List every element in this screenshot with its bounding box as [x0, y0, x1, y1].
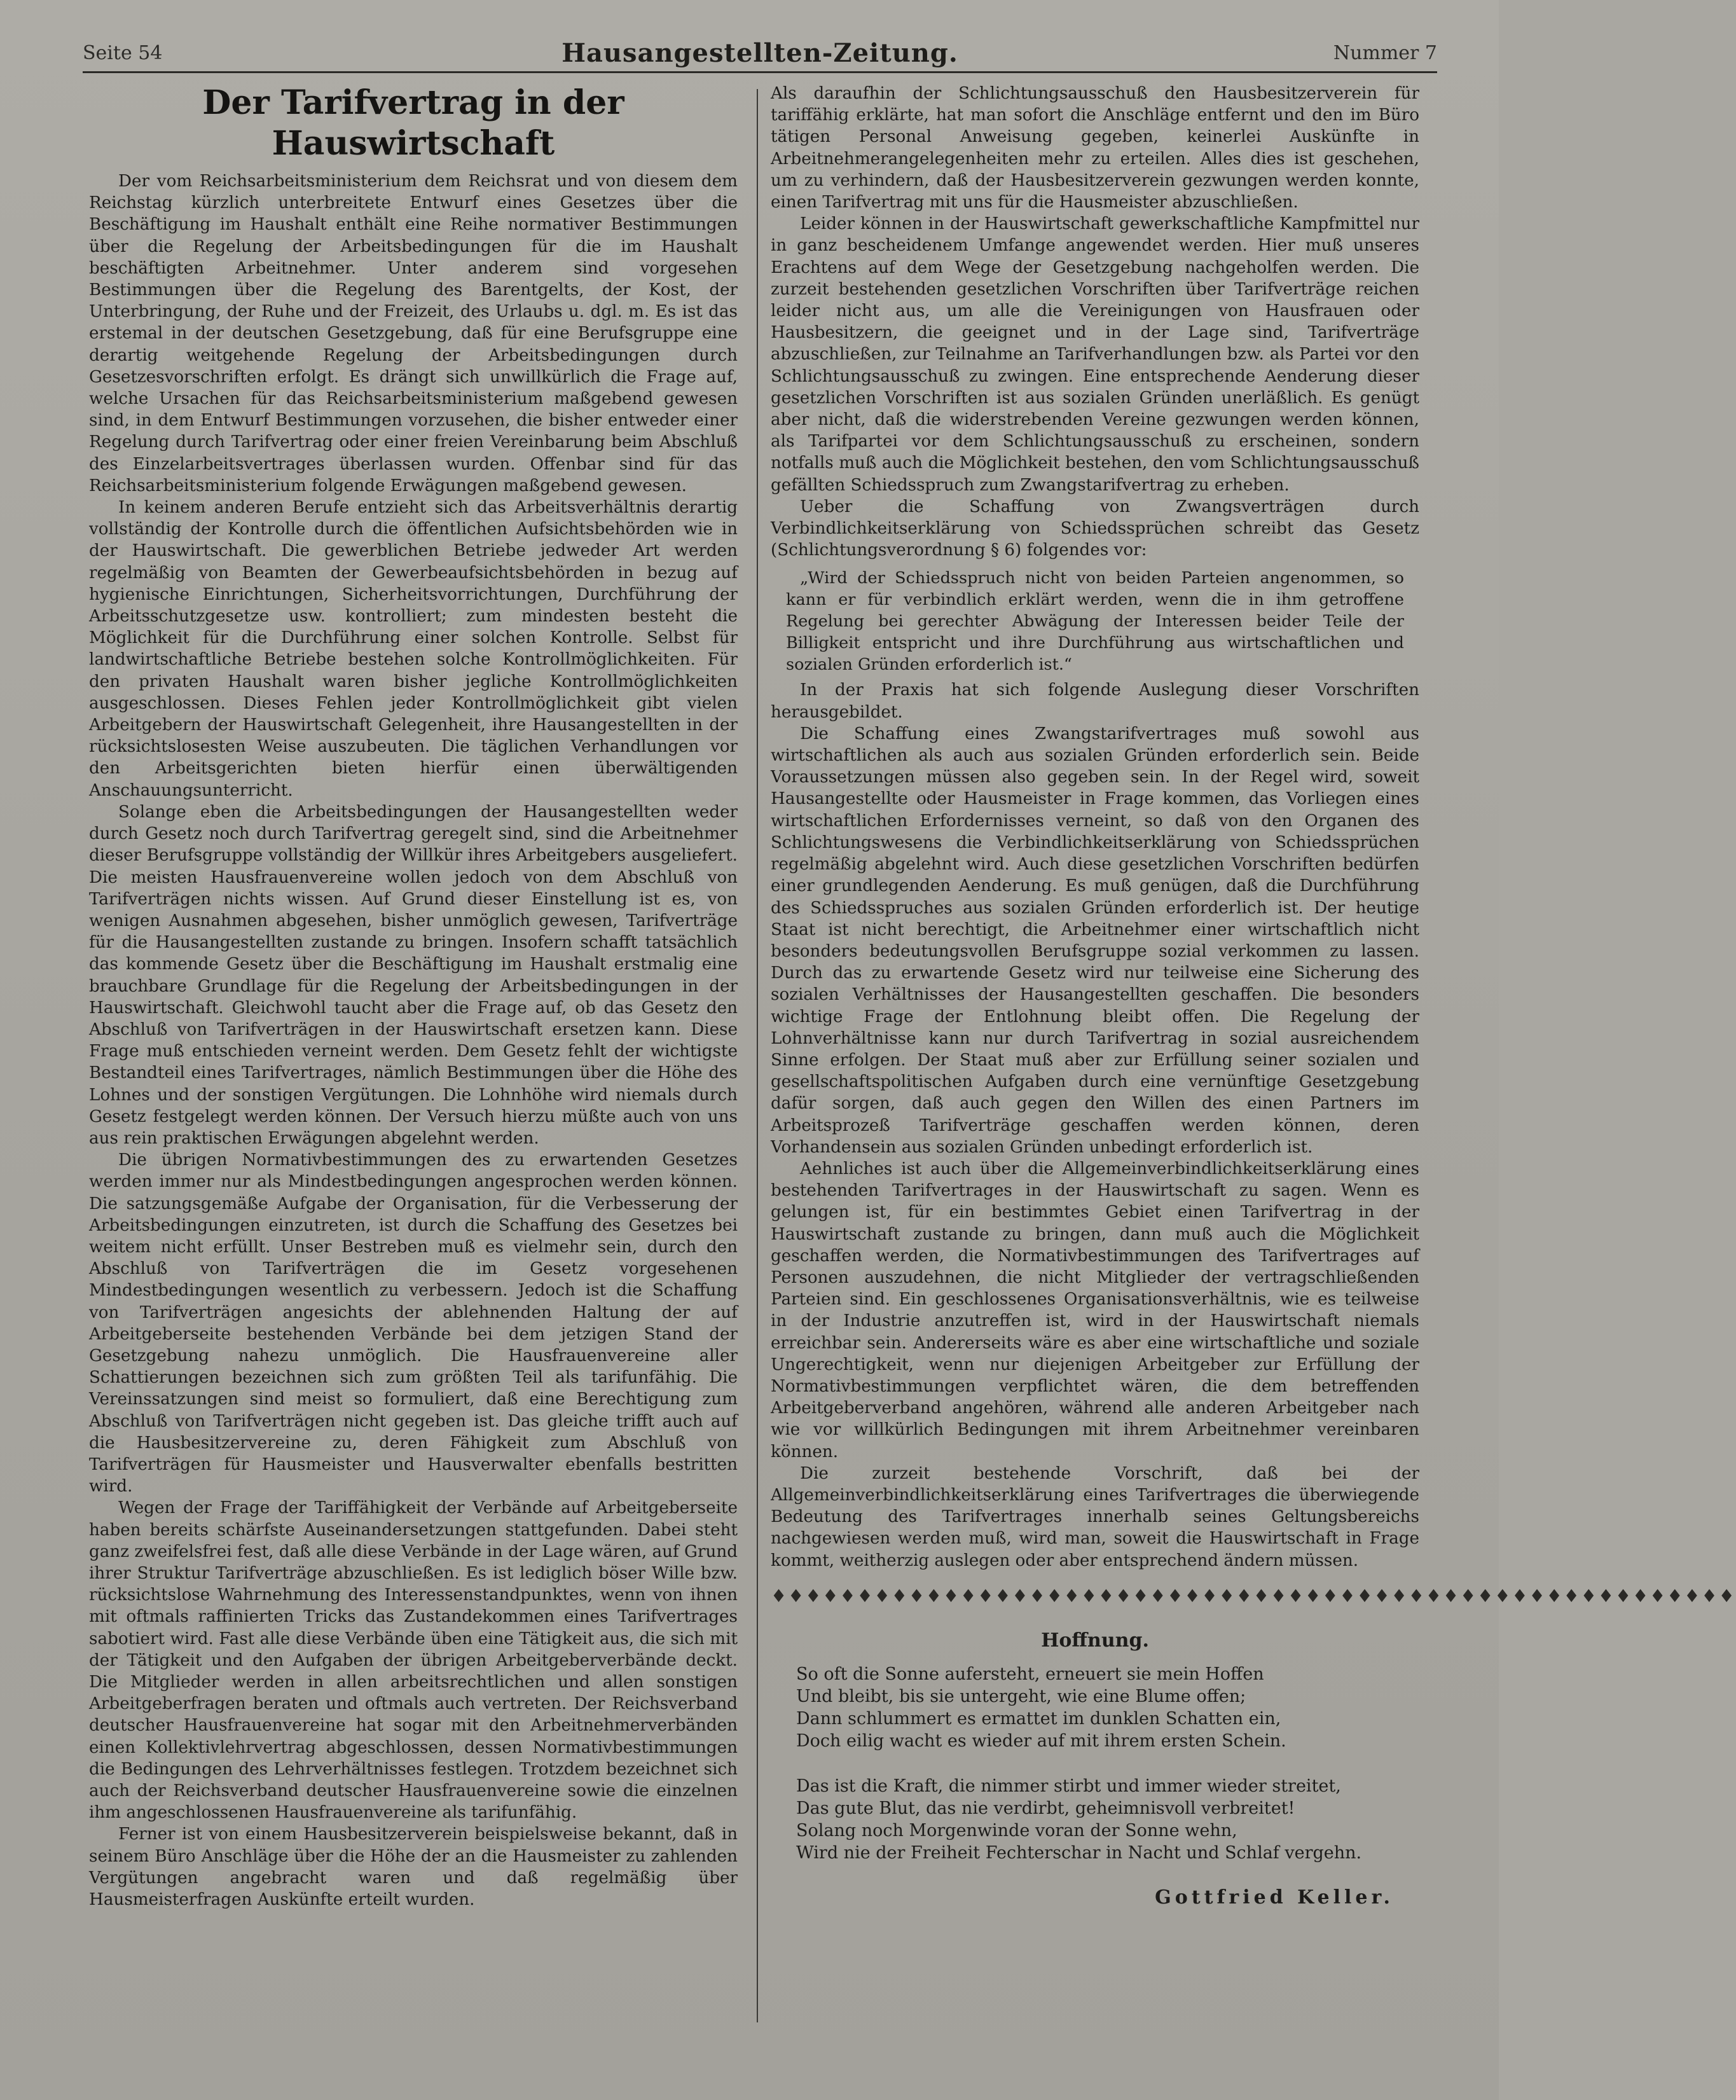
page-number: Seite 54 — [83, 42, 163, 64]
poem-line: Solang noch Morgenwinde voran der Sonne wehn, — [796, 1821, 1237, 1841]
poem — [771, 1630, 1419, 1909]
article-paragraph: In keinem anderen Berufe entzieht sich das Arbeitsverhältnis derartig vollständig der Kontrolle durch die öffentlichen Aufsichtsbehörden wie in der Hauswirtschaft. Die gewerblichen Betriebe jedweder Art werden regelmäßig von Beamten der Gewerbeaufsichtsbehörden in bezug auf hygienische Einrichtungen, Sicherheitsvorrichtungen, Durchführung der Arbeitsschutzgesetze usw. kontrolliert; zum mindesten besteht die Möglichkeit für die Durchführung einer solchen Kontrolle. Selbst für landwirtschaftliche Betriebe bestehen solche Kontrollmöglichkeiten. Für den privaten Haushalt waren bisher jegliche Kontrollmöglichkeiten ausgeschlossen. Dieses Fehlen jeder Kontrollmöglichkeit gibt vielen Arbeitgebern der Hauswirtschaft Gelegenheit, ihre Hausangestellten in der rücksichtslosesten Weise auszubeuten. Die täglichen Verhandlungen vor den Arbeitsgerichten bieten hierfür einen überwältigenden Anschauungsunterricht. — [89, 498, 738, 800]
article-paragraph: Die übrigen Normativbestimmungen des zu erwartenden Gesetzes werden immer nur als Mindestbedingungen angesprochen werden können. Die satzungsgemäße Aufgabe der Organisation, für die Verbesserung der Arbeitsbedingungen einzutreten, ist durch die Schaffung des Gesetzes bei weitem nicht erfüllt. Unser Bestreben muß es vielmehr sein, durch den Abschluß von Tarifverträgen die im Gesetz vorgesehenen Mindestbedingungen wesentlich zu verbessern. Jedoch ist die Schaffung von Tarifverträgen angesichts der ablehnenden Haltung der auf Arbeitgeberseite bestehenden Verbände bei dem jetzigen Stand der Gesetzgebung nahezu unmöglich. Die Hausfrauenvereine aller Schattierungen bezeichnen sich zum größten Teil als tarifunfähig. Die Vereinssatzungen sind meist so formuliert, daß eine Berechtigung zum Abschluß von Tarifverträgen nicht gegeben ist. Das gleiche trifft auch auf die Hausbesitzervereine zu, deren Fähigkeit zum Abschluß von Tarifverträgen für Hausmeister und Hausverwalter ebenfalls bestritten wird. — [89, 1150, 738, 1496]
article-paragraph: Ferner ist von einem Hausbesitzerverein beispielsweise bekannt, daß in seinem Büro Anschläge über die Höhe der an die Hausmeister zu zahlenden Vergütungen angebracht waren und daß regelmäßig über Hausmeisterfragen Auskünfte erteilt wurden. — [89, 1825, 738, 1910]
article-title: Der Tarifvertrag in der Hauswirtschaft — [202, 83, 624, 163]
poem-line: So oft die Sonne aufersteht, erneuert sie mein Hoffen — [796, 1664, 1264, 1685]
poem-line: Dann schlummert es ermattet im dunklen Schatten ein, — [796, 1709, 1281, 1729]
poem-line: Das gute Blut, das nie verdirbt, geheimnisvoll verbreitet! — [796, 1799, 1295, 1819]
poem-author: Gottfried Keller. — [1155, 1886, 1394, 1909]
ornament-rule: ♦♦♦♦♦♦♦♦♦♦♦♦♦♦♦♦♦♦♦♦♦♦♦♦♦♦♦♦♦♦♦♦♦♦♦♦♦♦♦♦♦♦♦♦♦♦♦♦♦♦♦♦♦♦♦♦ — [771, 1585, 1736, 1606]
poem-title: Hoffnung. — [1041, 1629, 1149, 1652]
poem-stanza-2 — [796, 1775, 1419, 1864]
article-paragraph: Der vom Reichsarbeitsministerium dem Reichsrat und von diesem dem Reichstag kürzlich unterbreitete Entwurf eines Gesetzes über die Beschäftigung im Haushalt enthält eine Reihe normativer Bestimmungen über die Regelung der Arbeitsbedingungen für die im Haushalt beschäftigten Arbeitnehmer. Unter anderem sind vorgesehen Bestimmungen über die Regelung des Barentgelts, der Kost, der Unterbringung, der Ruhe und der Freizeit, des Urlaubs u. dgl. m. Es ist das erstemal in der deutschen Gesetzgebung, daß für eine Berufsgruppe eine derartig weitgehende Regelung der Arbeitsbedingungen durch Gesetzesvorschriften erfolgt. Es drängt sich unwillkürlich die Frage auf, welche Ursachen für das Reichsarbeitsministerium maßgebend gewesen sind, in dem Entwurf Bestimmungen vorzusehen, die bisher entweder einer Regelung durch Tarifvertrag oder einer freien Vereinbarung beim Abschluß des Einzelarbeitsvertrages überlassen wurden. Offenbar sind für das Reichsarbeitsministerium folgende Erwägungen maßgebend gewesen. — [89, 172, 738, 495]
article-paragraph: In der Praxis hat sich folgende Auslegung dieser Vorschriften herausgebildet. — [771, 680, 1419, 722]
article-paragraph: Die zurzeit bestehende Vorschrift, daß bei der Allgemeinverbindlichkeitserklärung eines Tarifvertrages die überwiegende Bedeutung des Tarifvertrages innerhalb seines Geltungsbereichs nachgewiesen werden muß, wird man, soweit die Hauswirtschaft in Frage kommt, weitherzig auslegen oder aber entsprechend ändern müssen. — [771, 1463, 1419, 1570]
law-quote: „Wird der Schiedsspruch nicht von beiden Parteien angenommen, so kann er für verbindlich erklärt werden, wenn die in ihm getroffene Regelung bei gerechter Abwägung der Interessen beider Teile der Billigkeit entspricht und ihre Durchführung aus wirtschaftlichen und sozialen Gründen erforderlich ist.“ — [786, 569, 1404, 675]
poem-stanza-1 — [796, 1663, 1419, 1752]
poem-line: Wird nie der Freiheit Fechterschar in Nacht und Schlaf vergehn. — [796, 1843, 1362, 1863]
page-header — [83, 38, 1437, 73]
poem-line: Doch eilig wacht es wieder auf mit ihrem ersten Schein. — [796, 1731, 1286, 1751]
article-paragraph: Die Schaffung eines Zwangstarifvertrages muß sowohl aus wirtschaftlichen als auch aus sozialen Gründen erforderlich sein. Beide Voraussetzungen müssen also gegeben sein. In der Regel wird, soweit Hausangestellte oder Hausmeister in Frage kommen, das Vorliegen eines wirtschaftlichen Erfordernisses verneint, so daß von den Organen des Schlichtungswesens die Verbindlichkeitserklärung von Schiedssprüchen regelmäßig abgelehnt wird. Auch diese gesetzlichen Vorschriften bedürfen einer grundlegenden Aenderung. Es muß genügen, daß die Durchführung des Schiedsspruches aus sozialen Gründen erforderlich ist. Der heutige Staat ist nicht berechtigt, die Arbeitnehmer einer wirtschaftlich nicht besonders bedeutungsvollen Berufsgruppe sozial verkommen zu lassen. Durch das zu erwartende Gesetz wird nur teilweise eine Sicherung des sozialen Verhältnisses der Hausangestellten geschaffen. Die besonders wichtige Frage der Entlohnung bleibt offen. Die Regelung der Lohnverhältnisse kann nur durch Tarifvertrag in sozial ausreichendem Sinne erfolgen. Der Staat muß aber zur Erfüllung seiner sozialen und gesellschaftspolitischen Aufgaben durch eine vernünftige Gesetzgebung dafür sorgen, daß auch gegen den Willen des einen Partners im Arbeitsprozeß Tarifverträge geschaffen werden können, deren Vorhandensein aus sozialen Gründen unbedingt erforderlich ist. — [771, 724, 1419, 1157]
column-divider — [757, 89, 758, 2022]
article-paragraph: Solange eben die Arbeitsbedingungen der Hausangestellten weder durch Gesetz noch durch Tarifvertrag geregelt sind, sind die Arbeitnehmer dieser Berufsgruppe vollständig der Willkür ihres Arbeitgebers ausgeliefert. Die meisten Hausfrauenvereine wollen jedoch von dem Abschluß von Tarifverträgen nichts wissen. Auf Grund dieser Einstellung ist es, von wenigen Ausnahmen abgesehen, bisher unmöglich gewesen, Tarifverträge für die Hausangestellten zustande zu bringen. Insofern schafft tatsächlich das kommende Gesetz über die Beschäftigung im Haushalt erstmalig eine brauchbare Grundlage für die Regelung der Arbeitsbedingungen in der Hauswirtschaft. Gleichwohl taucht aber die Frage auf, ob das Gesetz den Abschluß von Tarifverträgen in der Hauswirtschaft ersetzen kann. Diese Frage muß entschieden verneint werden. Dem Gesetz fehlt der wichtigste Bestandteil eines Tarifvertrages, nämlich Bestimmungen über die Höhe des Lohnes und der sonstigen Vergütungen. Die Lohnhöhe wird niemals durch Gesetz festgelegt werden können. Der Versuch hierzu müßte auch von uns aus rein praktischen Erwägungen abgelehnt werden. — [89, 802, 738, 1148]
poem-line: Und bleibt, bis sie untergeht, wie eine Blume offen; — [796, 1687, 1246, 1707]
article-paragraph: Aehnliches ist auch über die Allgemeinverbindlichkeitserklärung eines bestehenden Tarifvertrages in der Hauswirtschaft zu sagen. Wenn es gelungen ist, für ein bestimmtes Gebiet einen Tarifvertrag in der Hauswirtschaft zustande zu bringen, dann muß auch die Möglichkeit geschaffen werden, die Normativbestimmungen des Tarifvertrages auf Personen auszudehnen, die nicht Mitglieder der vertragschließenden Parteien sind. Ein geschlossenes Organisationsverhältnis, wie es teilweise in der Industrie anzutreffen ist, wird in der Hauswirtschaft niemals erreichbar sein. Andererseits wäre es aber eine wirtschaftliche und soziale Ungerechtigkeit, wenn nur diejenigen Arbeitgeber zur Erfüllung der Normativbestimmungen verpflichtet wären, die dem betreffenden Arbeitgeberverband angehören, während alle anderen Arbeitgeber nach wie vor willkürlich Bedingungen mit ihrem Arbeitnehmer vereinbaren können. — [771, 1159, 1419, 1461]
issue-number: Nummer 7 — [1333, 42, 1437, 64]
article-paragraph: Wegen der Frage der Tariffähigkeit der Verbände auf Arbeitgeberseite haben bereits schärfste Auseinandersetzungen stattgefunden. Dabei steht ganz zweifelsfrei fest, daß alle diese Verbände in der Lage wären, auf Grund ihrer Struktur Tarifverträge abzuschließen. Es ist lediglich böser Wille bzw. rücksichtslose Wahrnehmung des Interessenstandpunktes, wenn von ihnen mit oftmals raffinierten Tricks das Zustandekommen eines Tarifvertrages sabotiert wird. Fast alle diese Verbände üben eine Tätigkeit aus, die sich mit der Tätigkeit und den Aufgaben der übrigen Arbeitgeberverbände deckt. Die Mitglieder werden in allen arbeitsrechtlichen und allen sonstigen Arbeitgeberfragen beraten und oftmals auch vertreten. Der Reichsverband deutscher Hausfrauenvereine hat sogar mit den Arbeitnehmerverbänden einen Kollektivlehrvertrag abgeschlossen, dessen Normativbestimmungen die Bedingungen des Lehrverhältnisses festlegen. Trotzdem bezeichnet sich auch der Reichsverband deutscher Hausfrauenvereine sowie die einzelnen ihm angeschlossenen Hausfrauenvereine als tarifunfähig. — [89, 1498, 738, 1823]
poem-line: Das ist die Kraft, die nimmer stirbt und immer wieder streitet, — [796, 1776, 1341, 1797]
newspaper-title: Hausangestellten-Zeitung. — [561, 38, 958, 68]
column-left — [89, 83, 738, 2022]
column-right — [771, 83, 1736, 1991]
article-paragraph: Leider können in der Hauswirtschaft gewerkschaftliche Kampfmittel nur in ganz bescheidenem Umfange angewendet werden. Hier muß unseres Erachtens auf dem Wege der Gesetzgebung nachgeholfen werden. Die zurzeit bestehenden gesetzlichen Vorschriften über Tarifverträge reichen leider nicht aus, um alle die Vereinigungen von Hausfrauen oder Hausbesitzern, die geeignet und in der Lage sind, Tarifverträge abzuschließen, zur Teilnahme an Tarifverhandlungen bzw. als Partei vor den Schlichtungsausschuß zu zwingen. Eine entsprechende Aenderung dieser gesetzlichen Vorschriften ist aus sozialen Gründen unerläßlich. Es genügt aber nicht, daß die widerstrebenden Vereine gezwungen werden können, als Tarifpartei vor dem Schlichtungsausschuß zu erscheinen, sondern notfalls muß auch die Möglichkeit bestehen, den vom Schlichtungsausschuß gefällten Schiedsspruch zum Zwangstarifvertrag zu erheben. — [771, 214, 1419, 495]
article-paragraph: Ueber die Schaffung von Zwangsverträgen durch Verbindlichkeitserklärung von Schiedssprüchen schreibt das Gesetz (Schlichtungsverordnung § 6) folgendes vor: — [771, 497, 1419, 560]
article-paragraph: Als daraufhin der Schlichtungsausschuß den Hausbesitzerverein für tariffähig erklärte, hat man sofort die Anschläge entfernt und den im Büro tätigen Personal Anweisung gegeben, keinerlei Auskünfte in Arbeitnehmerangelegenheiten mehr zu erteilen. Alles dies ist geschehen, um zu verhindern, daß der Hausbesitzerverein gezwungen werden konnte, einen Tarifvertrag mit uns für die Hausmeister abzuschließen. — [771, 84, 1419, 212]
